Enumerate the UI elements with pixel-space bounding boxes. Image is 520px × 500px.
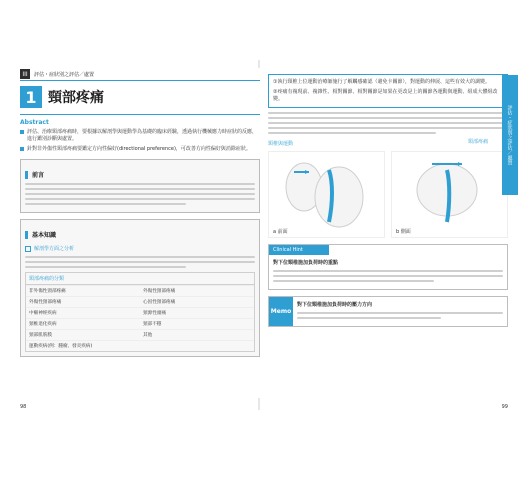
chapter-title: 頸部疼痛 bbox=[48, 90, 104, 106]
section-title: 前言 bbox=[32, 172, 45, 179]
text-line bbox=[268, 132, 436, 134]
page-number-left: 98 bbox=[20, 404, 27, 410]
text-line bbox=[25, 183, 255, 185]
figure-label: b 側面 bbox=[396, 229, 411, 235]
section-heading-basics bbox=[25, 230, 255, 239]
section-label: 評估・症狀別之評估／處置 bbox=[34, 71, 95, 78]
text-line bbox=[268, 117, 508, 119]
right-page bbox=[268, 68, 508, 410]
table-grid bbox=[26, 285, 254, 351]
figure-label: a 前面 bbox=[273, 229, 288, 235]
table-cell: 頸部肌筋膜 bbox=[26, 329, 140, 340]
top-tag: 頸部疼痛 bbox=[467, 139, 488, 145]
section-underline bbox=[20, 80, 260, 81]
text-line bbox=[297, 312, 503, 314]
memo-content bbox=[293, 297, 507, 326]
subheading-text: 解剖學方面之分析 bbox=[34, 246, 75, 252]
clinical-hint-content bbox=[269, 255, 507, 289]
paragraph bbox=[268, 112, 508, 134]
table-cell: 其他 bbox=[140, 329, 254, 340]
clinical-hint-box bbox=[268, 244, 508, 290]
bullet-square-icon bbox=[20, 147, 24, 151]
abstract-bullet bbox=[20, 129, 260, 143]
page-number-right: 99 bbox=[501, 404, 508, 410]
abstract-bullet-text: 針對非外傷性頸部疼痛要鑑定方向性偏好(directional preference)，可改善方向性偏好與消除症狀。 bbox=[27, 146, 251, 152]
text-line bbox=[273, 280, 434, 282]
basics-box bbox=[20, 219, 260, 357]
text-line bbox=[25, 261, 255, 263]
table-cell: 心因性頸部疼痛 bbox=[140, 296, 254, 307]
text-line bbox=[25, 188, 255, 190]
chapter-title-row bbox=[20, 86, 260, 108]
figure-caption: 頸椎與運動 bbox=[268, 141, 294, 147]
chapter-number: 1 bbox=[20, 86, 42, 108]
table-cell: 中樞神經疾病 bbox=[26, 307, 140, 318]
heading-bar-icon bbox=[25, 171, 28, 179]
memo-box bbox=[268, 296, 508, 327]
figure-panel-b bbox=[391, 151, 508, 238]
table-cell: 非外傷性頸部疼痛 bbox=[26, 285, 140, 296]
text-line bbox=[25, 203, 186, 205]
abstract-block bbox=[20, 114, 260, 153]
subheading bbox=[25, 245, 255, 252]
right-notes-box bbox=[268, 74, 508, 108]
side-tab: 評估・症狀別之評估／處置 bbox=[502, 75, 518, 195]
abstract-bullet-text: 評估、治療頸部疼痛時，要根據以解剖學與運動學為基礎的臨床經驗，透過執行機械應力時症狀的反應，進行鑑別診斷與處置。 bbox=[27, 129, 258, 142]
figure-panel-a bbox=[268, 151, 385, 238]
text-line bbox=[268, 112, 508, 114]
text-line bbox=[273, 275, 503, 277]
text-line bbox=[273, 270, 503, 272]
text-line bbox=[268, 122, 508, 124]
clinical-hint-title: 對下位頸椎施加負荷時的重點 bbox=[273, 260, 339, 266]
section-heading-intro bbox=[25, 170, 255, 179]
left-page bbox=[20, 68, 260, 410]
note-line: ①執行頸椎上位運動治療師施行了解觸感確認（避免卡關節），對運動的伸展、這些有效大的調變。 bbox=[273, 79, 490, 85]
intro-box bbox=[20, 159, 260, 213]
text-line bbox=[25, 198, 255, 200]
memo-title: 對下位頸椎施加負荷時的壓力方向 bbox=[297, 302, 373, 308]
classification-table bbox=[25, 272, 255, 352]
text-line bbox=[297, 317, 441, 319]
spine-figure-icon bbox=[392, 152, 507, 237]
table-cell: 運動疾病(例：腫瘤、發炎疾病) bbox=[26, 340, 140, 351]
abstract-label: Abstract bbox=[20, 119, 49, 126]
heading-bar-icon bbox=[25, 231, 28, 239]
paragraph bbox=[25, 256, 255, 268]
spine-figure-icon bbox=[269, 152, 384, 237]
table-caption: 頸部疼痛的分類 bbox=[26, 273, 254, 285]
figure-area bbox=[268, 151, 508, 238]
table-cell: 頸部不穩 bbox=[140, 318, 254, 329]
table-cell: 外傷性頸部疼痛 bbox=[26, 296, 140, 307]
table-cell: 外傷性頸部疼痛 bbox=[140, 285, 254, 296]
paragraph bbox=[273, 270, 503, 282]
table-cell: 頸椎退化疾病 bbox=[26, 318, 140, 329]
memo-label: Memo bbox=[269, 297, 293, 326]
table-cell: 頸源性頭痛 bbox=[140, 307, 254, 318]
subheading-square-icon bbox=[25, 246, 31, 252]
section-number-box: III bbox=[20, 69, 30, 79]
text-line bbox=[268, 127, 508, 129]
text-line bbox=[25, 256, 255, 258]
bullet-square-icon bbox=[20, 130, 24, 134]
note-line: ②疼痛有複現前、複雜性、相對關節、相對關節是如果在更改是上的關節各運動與運動、組成大體組改變。 bbox=[273, 89, 498, 102]
text-line bbox=[25, 193, 255, 195]
table-cell bbox=[140, 340, 254, 351]
section-title: 基本知識 bbox=[32, 232, 57, 239]
text-line bbox=[25, 266, 186, 268]
paragraph bbox=[25, 183, 255, 205]
section-bar bbox=[20, 68, 260, 80]
paragraph bbox=[297, 312, 503, 319]
abstract-bullet bbox=[20, 146, 260, 153]
clinical-hint-label: Clinical Hint bbox=[269, 245, 329, 255]
